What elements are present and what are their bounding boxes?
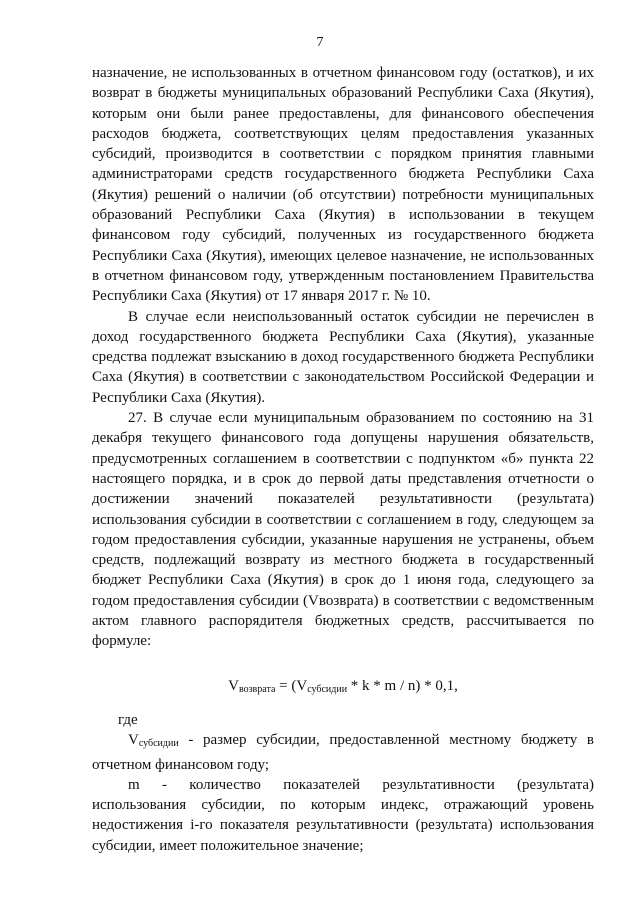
paragraph-continuation: назначение, не использованных в отчетном финансовом году (остатков), и их возврат в бюджеты муниципальных образований Республики Саха (Якутия), которым они были ранее предоставлены, для финансового обеспечения расходов бюджета, соответствующих целям предоставления указанных субсидий, производится в соответствии с порядком принятия главными администраторами средств государственного бюджета Республики Саха (Якутия) решений о наличии (об отсутствии) потребности муниципальных образований Республики Саха (Якутия) в использовании в текущем финансовом году субсидий, полученных из государственного бюджета Республики Саха (Якутия), имеющих целевое назначение, не использованных в отчетном финансовом году, утвержденным постановлением Правительства Республики Саха (Якутия) от 17 января 2017 г. № 10.	[92, 65, 594, 305]
paragraph-item-27: 27. В случае если муниципальным образованием по состоянию на 31 декабря текущего финансового года допущены нарушения обязательств, предусмотренных соглашением в соответствии с подпунктом «б» пункта 22 настоящего порядка, и в срок до первой даты представления отчетности о достижении значений показателей результативности (результата) использования субсидии в соответствии с соглашением в году, следующем за годом предоставления субсидии, указанные нарушения не устранены, объем средств, подлежащий возврату из местного бюджета в государственный бюджет Республики Саха (Якутия) в срок до 1 июня года, следующего за годом предоставления субсидии (Vвозврата) в соответствии с ведомственным актом главного распорядителя бюджетных средств, рассчитывается по формуле:	[92, 410, 594, 650]
formula	[92, 676, 594, 700]
definition-v-subsidy	[92, 730, 594, 775]
page-number: 7	[316, 35, 324, 50]
paragraph-unused-balance: В случае если неиспользованный остаток субсидии не перечислен в доход государственного бюджета Республики Саха (Якутия), указанные средства подлежат взысканию в доход государственного бюджета Республики Саха (Якутия) в соответствии с законодательством Российской Федерации и Республики Саха (Якутия).	[92, 308, 594, 406]
where-label: где	[118, 711, 138, 728]
definition-v-var: V	[128, 732, 139, 749]
definition-v-sub: субсидии	[138, 738, 179, 750]
formula-rhs-sub: субсидии	[307, 683, 348, 695]
formula-equals: = (	[275, 677, 297, 694]
definition-m: m - количество показателей результативности (результата) использования субсидии, по которым индекс, отражающий уровень недостижения i-го показателя результативности (результата) использования субсидии, имеет положительное значение;	[92, 776, 594, 854]
document-body	[92, 63, 594, 856]
formula-lhs-var: V	[228, 677, 239, 694]
definition-v-text: - размер субсидии, предоставленной местному бюджету в отчетном финансовом году;	[92, 732, 594, 773]
formula-rhs-var: V	[296, 677, 308, 694]
formula-lhs-sub: возврата	[238, 683, 276, 695]
formula-rest: * k * m / n) * 0,1,	[347, 677, 458, 694]
